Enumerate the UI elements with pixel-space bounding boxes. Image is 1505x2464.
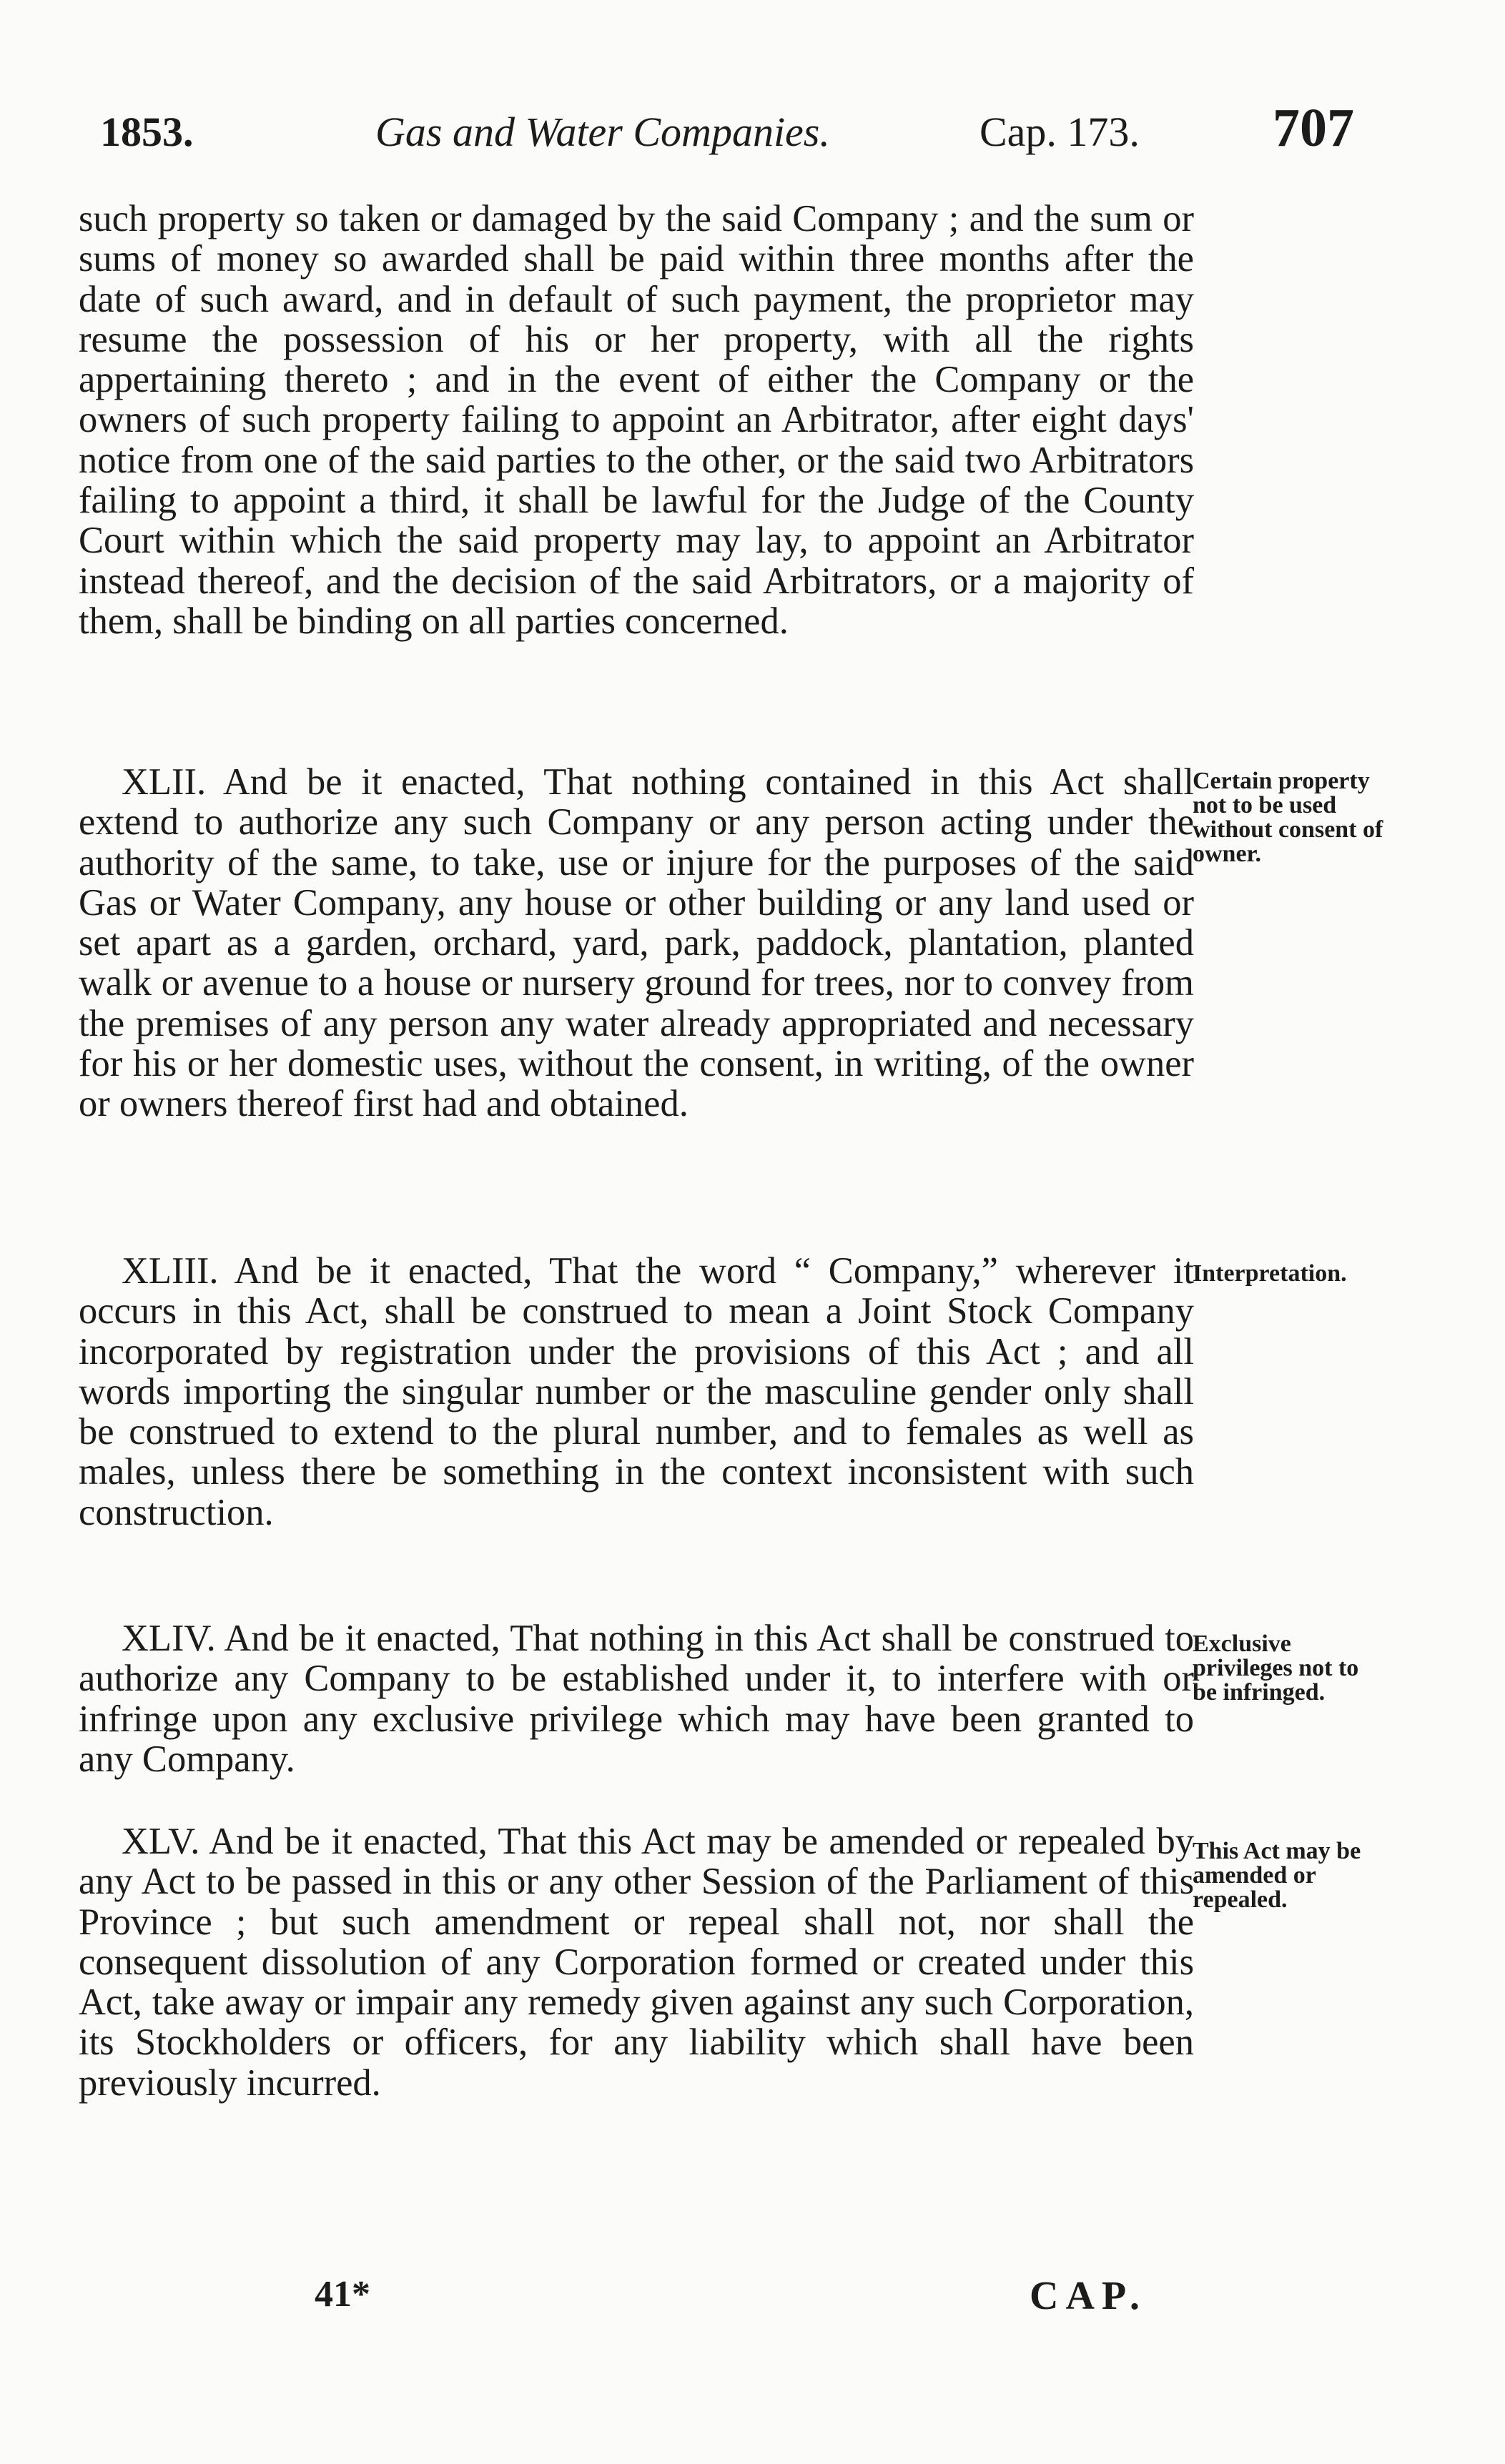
page-number: 707 [1273,98,1354,158]
section-XLV [79,1821,1194,2103]
section-XLII [79,762,1194,1124]
catchword: CAP. [1030,2274,1147,2318]
page-footer [0,2273,1505,2330]
header-chapter: Cap. 173. [980,109,1140,155]
running-header [0,98,1505,172]
margin-note-XLV: This Act may be amended or repealed. [1193,1838,1361,1913]
margin-note-XLIV: Exclusive privileges not to be infringed. [1193,1631,1359,1706]
header-title: Gas and Water Companies. [375,109,830,155]
section-continuation [79,199,1194,641]
section-XLIV [79,1618,1194,1779]
section-text: XLV. And be it enacted, That this Act may be amended or repealed by any Act to be passed in this or any other Session of the Parliament of this Province ; but such amendment or repeal shall not, nor shall the consequent dissolution of any Corporation formed or created under this Act, take away or impair any remedy given against any such Corporation, its Stockholders or officers, for any liability which shall have been previously incurred. [79,1821,1194,2104]
signature-mark: 41* [315,2274,370,2315]
header-year: 1853. [100,109,194,155]
margin-note-XLII: Certain property not to be used without consent of owner. [1193,768,1383,867]
margin-note-XLIII: Interpretation. [1193,1260,1347,1287]
section-XLIII [79,1251,1194,1533]
section-text: XLII. And be it enacted, That nothing contained in this Act shall extend to authorize any such Company or any person acting under the authority of the same, to take, use or injure for the purposes of the said Gas or Water Company, any house or other building or any land used or set apart as a garden, orchard, yard, park, paddock, plantation, planted walk or avenue to a house or nursery ground for trees, nor to convey from the premises of any person any water already appropriated and necessary for his or her domestic uses, without the consent, in writing, of the owner or owners thereof first had and obtained. [79,761,1194,1125]
section-text: XLIV. And be it enacted, That nothing in this Act shall be construed to authorize any Company to be established under it, to interfere with or infringe upon any exclusive privilege which may have been granted to any Company. [79,1618,1194,1780]
section-text: such property so taken or damaged by the said Company ; and the sum or sums of money so awarded shall be paid within three months after the date of such award, and in default of such payment, the proprietor may resume the possession of his or her property, with all the rights appertaining thereto ; and in the event of either the Company or the owners of such property failing to appoint an Arbitrator, after eight days' notice from one of the said parties to the other, or the said two Arbitrators failing to appoint a third, it shall be lawful for the Judge of the County Court within which the said property may lay, to appoint an Arbitrator instead thereof, and the decision of the said Arbitrators, or a majority of them, shall be binding on all parties concerned. [79,198,1194,642]
section-text: XLIII. And be it enacted, That the word “ Company,” wherever it occurs in this Act, shall be construed to mean a Joint Stock Company incorporated by registration under the provisions of this Act ; and all words importing the singular number or the masculine gender only shall be construed to extend to the plural number, and to females as well as males, unless there be something in the context inconsistent with such construction. [79,1250,1194,1533]
